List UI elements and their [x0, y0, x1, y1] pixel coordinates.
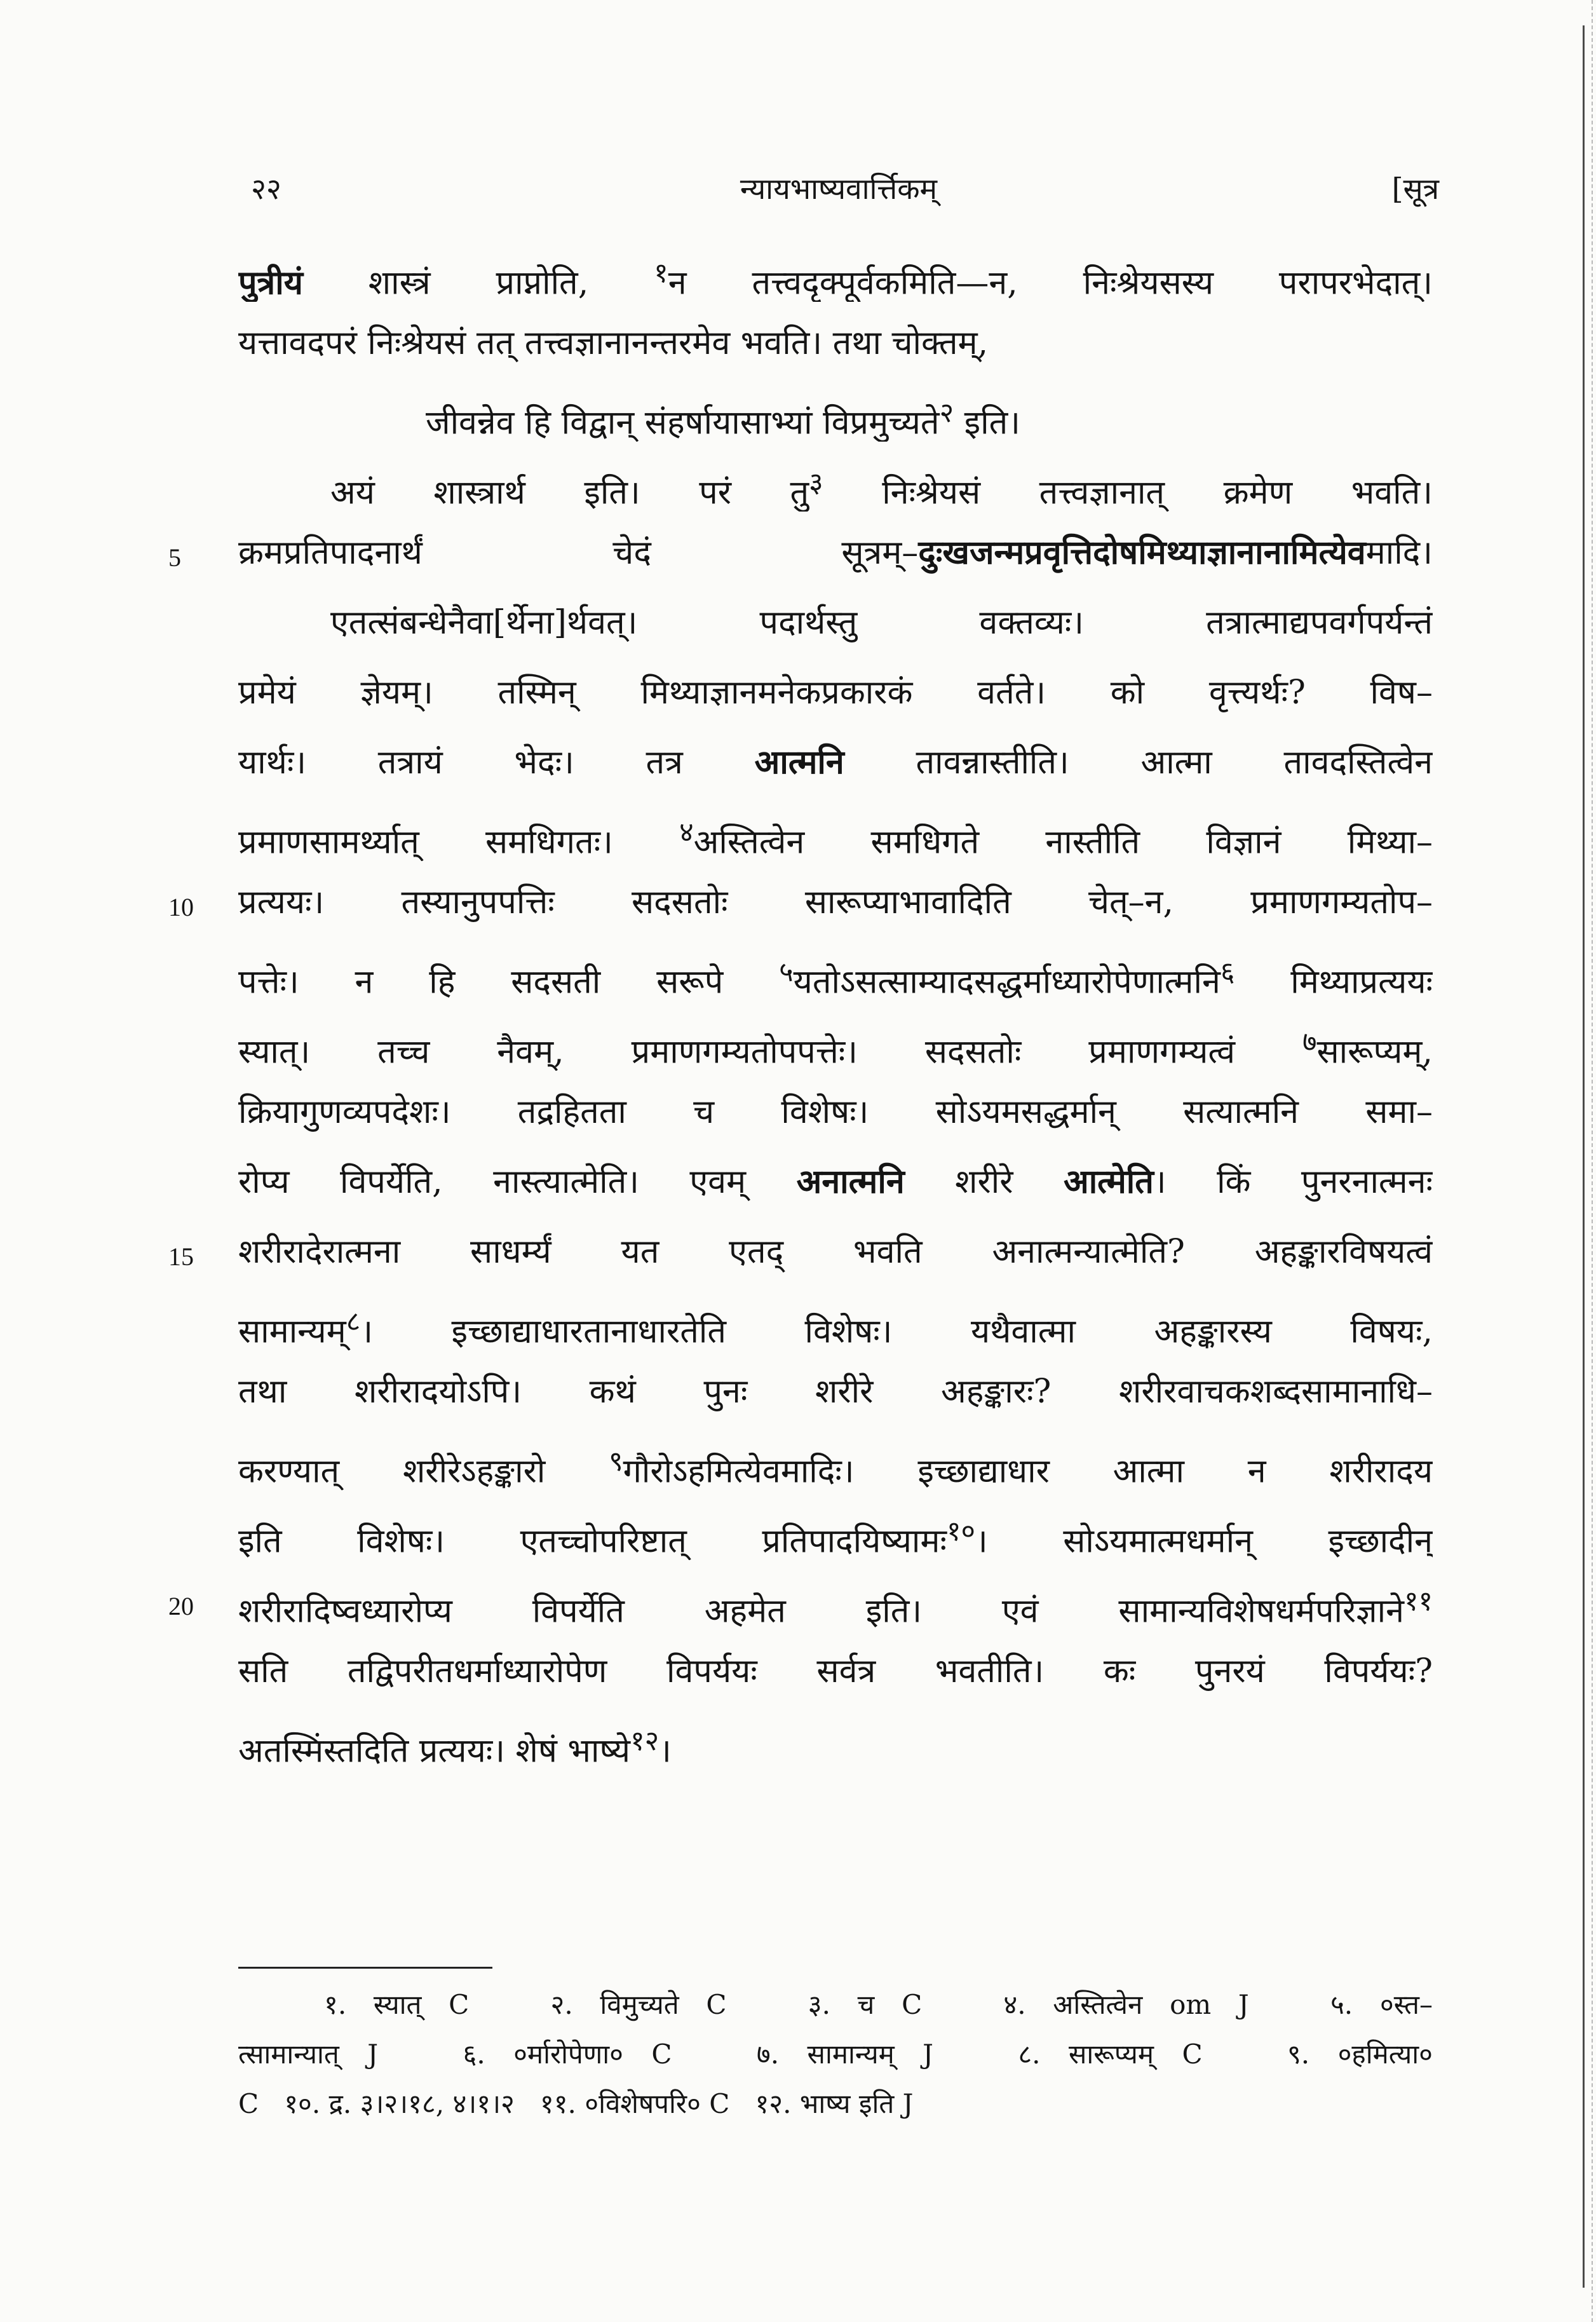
text-line: शरीरादेरात्मना साधर्म्यं यत एतद् भवति अनात्मन्यात्मेति? अहङ्कारविषयत्वं	[238, 1233, 1433, 1271]
text-line: अतस्मिंस्तदिति प्रत्ययः। शेषं भाष्ये$^{१२}$।	[238, 1725, 672, 1770]
text-line: इति विशेषः। एतच्चोपरिष्टात् प्रतिपादयिष्यामः$^{१०}$। सोऽयमात्मधर्मान् इच्छादीन्	[238, 1516, 1433, 1560]
line-number: 10	[168, 893, 194, 921]
footnote-line: त्सामान्यात् J ६. ०र्मारोपेणा० C ७. सामान्यम् J ८. सारूप्यम् C ९. ०हमित्या०	[238, 2039, 1433, 2070]
text-line: क्रियागुणव्यपदेशः। तद्रहितता च विशेषः। सोऽयमसद्धर्मान् सत्यात्मनि समा–	[238, 1093, 1433, 1131]
running-title: न्यायभाष्यवार्त्तिकम्	[740, 172, 938, 206]
scan-edge-dashed	[1592, 0, 1595, 2322]
text-line: पुत्रीयं शास्त्रं प्राप्नोति, $^१$न तत्त्वदृक्पूर्वकमिति—न, निःश्रेयसस्य परापरभेदात्।	[238, 257, 1433, 302]
text-line: क्रमप्रतिपादनार्थं चेदं सूत्रम्–दुःखजन्मप्रवृत्तिदोषमिथ्याज्ञानानामित्येवमादि।	[238, 533, 1433, 572]
line-number: 20	[168, 1592, 194, 1620]
scan-edge	[1583, 25, 1588, 2288]
text-line: जीवन्नेव हि विद्वान् संहर्षायासाभ्यां विप्रमुच्यते$^२$ इति।	[426, 397, 1020, 442]
text-line: यार्थः। तत्रायं भेदः। तत्र आत्मनि तावन्नास्तीति। आत्मा तावदस्तित्वेन	[238, 743, 1433, 782]
footnote-line: C १०. द्र. ३।२।१८, ४।१।२ ११. ०विशेषपरि० C १२. भाष्य इति J	[238, 2088, 914, 2119]
running-header	[238, 168, 1439, 213]
text-line: रोप्य विपर्येति, नास्त्यात्मेति। एवम् अनात्मनि शरीरे आत्मेति। किं पुनरनात्मनः	[238, 1162, 1433, 1201]
text-line: शरीरादिष्वध्यारोप्य विपर्येति अहमेत इति। एवं सामान्यविशेषधर्मपरिज्ञाने$^{११}$	[238, 1585, 1433, 1630]
text-line: स्यात्। तच्च नैवम्, प्रमाणगम्यतोपपत्तेः। सदसतोः प्रमाणगम्यत्वं $^७$सारूप्यम्,	[238, 1026, 1433, 1071]
footnote-rule	[238, 1967, 492, 1969]
text-line: प्रत्ययः। तस्यानुपपत्तिः सदसतोः सारूप्याभावादिति चेत्–न, प्रमाणगम्यतोप–	[238, 883, 1433, 921]
text-line: यत्तावदपरं निःश्रेयसं तत् तत्त्वज्ञानानन्तरमेव भवति। तथा चोक्तम्,	[238, 324, 989, 362]
footnote-line: १. स्यात् C २. विमुच्यते C ३. च C ४. अस्तित्वेन om J ५. ०स्त–	[324, 1989, 1433, 2020]
text-line: प्रमेयं ज्ञेयम्। तस्मिन् मिथ्याज्ञानमनेकप्रकारकं वर्तते। को वृत्त्यर्थः? विष–	[238, 674, 1433, 712]
page-number: २२	[251, 172, 281, 206]
text-line: सामान्यम्$^८$। इच्छाद्याधारतानाधारतेति विशेषः। यथैवात्मा अहङ्कारस्य विषयः,	[238, 1306, 1433, 1350]
text-line: अयं शास्त्रार्थ इति। परं तु$^३$ निःश्रेयसं तत्त्वज्ञानात् क्रमेण भवति।	[330, 467, 1433, 512]
text-line: प्रमाणसामर्थ्यात् समधिगतः। $^४$अस्तित्वेन समधिगते नास्तीति विज्ञानं मिथ्या–	[238, 817, 1433, 861]
text-line: सति तद्विपरीतधर्माध्यारोपेण विपर्ययः सर्वत्र भवतीति। कः पुनरयं विपर्ययः?	[238, 1652, 1433, 1690]
text-line: करण्यात् शरीरेऽहङ्कारो $^९$गौरोऽहमित्येवमादिः। इच्छाद्याधार आत्मा न शरीरादय	[238, 1446, 1433, 1490]
text-line: तथा शरीरादयोऽपि। कथं पुनः शरीरे अहङ्कारः? शरीरवाचकशब्दसामानाधि–	[238, 1373, 1433, 1411]
text-line: एतत्संबन्धेनैवा[र्थेना]र्थवत्। पदार्थस्तु वक्तव्यः। तत्रात्माद्यपवर्गपर्यन्तं	[330, 604, 1433, 642]
text-line: पत्तेः। न हि सदसती सरूपे $^५$यतोऽसत्साम्यादसद्धर्माध्यारोपेणात्मनि$^६$ मिथ्याप्रत्ययः	[238, 956, 1433, 1001]
line-number: 15	[168, 1242, 194, 1271]
section-label: [सूत्र	[1391, 172, 1439, 206]
line-number: 5	[168, 543, 181, 572]
